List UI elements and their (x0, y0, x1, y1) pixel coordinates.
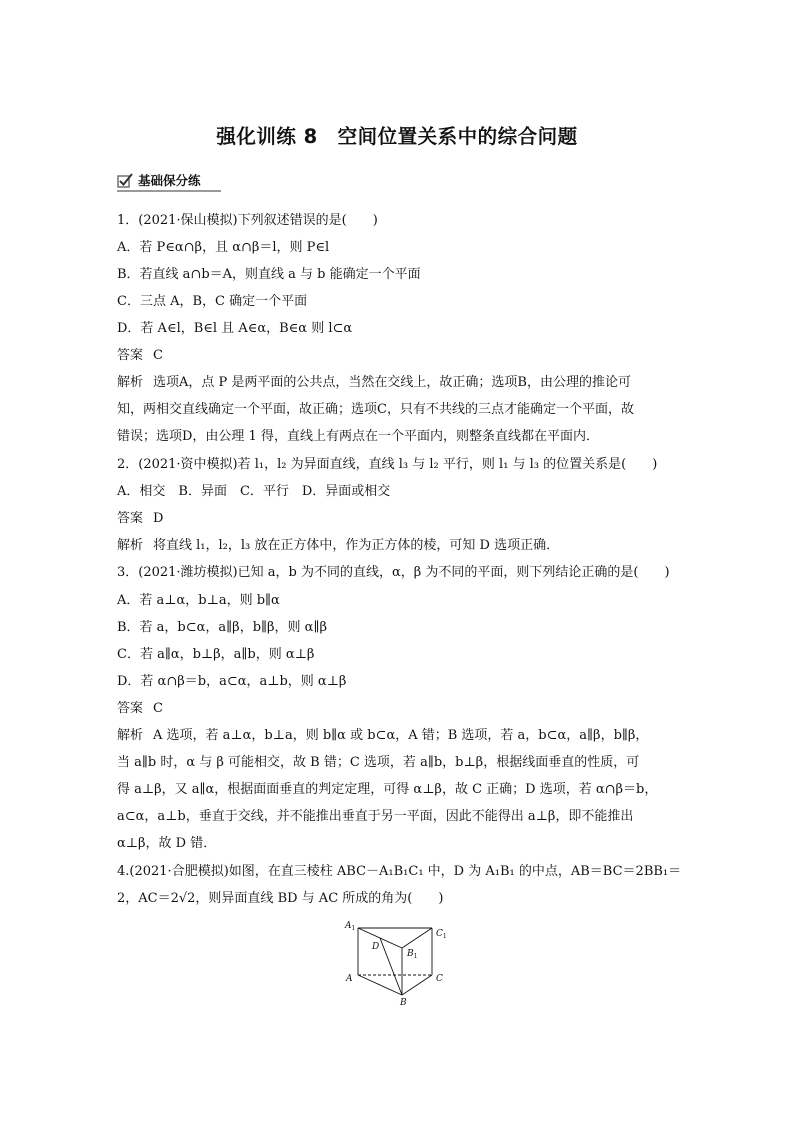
analysis-label: 解析 (117, 375, 144, 390)
q1-option-a: A．若 P∈α∩β，且 α∩β＝l，则 P∈l (117, 240, 330, 255)
checkbox-check-icon (117, 172, 133, 188)
label-d: D (372, 942, 380, 952)
q1-analysis-line-1 (117, 374, 631, 392)
q4-stem-line-2: 2，AC＝2√2，则异面直线 BD 与 AC 所成的角为( ) (117, 891, 444, 906)
answer-label: 答案 (117, 348, 144, 363)
section-label: 基础保分练 (138, 173, 201, 188)
analysis-text: A 选项，若 a⊥α，b⊥a，则 b∥α 或 b⊂α，A 错；B 选项，若 a，b⊂α，a∥β，b∥β， (153, 728, 649, 743)
q3-analysis-line-2: 当 a∥b 时，α 与 β 可能相交，故 B 错；C 选项，若 a∥b，b⊥β，根据线面垂直的性质，可 (117, 755, 640, 770)
q1-answer (117, 347, 163, 365)
label-b1-base: B (407, 949, 414, 959)
q3-analysis-line-3: 得 a⊥β，又 a∥α，根据面面垂直的判定定理，可得 α⊥β，故 C 正确；D 选项，若 α∩β＝b， (117, 782, 658, 797)
q3-option-c: C．若 a∥α，b⊥β，a∥b，则 α⊥β (117, 647, 315, 662)
label-c1-sub: 1 (442, 933, 447, 940)
label-a1-sub: 1 (351, 925, 356, 932)
section-divider (117, 190, 221, 192)
label-a: A (346, 974, 353, 984)
q3-analysis-line-5: α⊥β，故 D 错． (117, 836, 217, 851)
analysis-text: 选项A，点 P 是两平面的公共点，当然在交线上，故正确；选项B，由公理的推论可 (153, 375, 631, 390)
q3-answer (117, 700, 163, 718)
q3-analysis-line-1 (117, 727, 648, 745)
edge-cb (402, 975, 432, 995)
q3-option-d: D．若 α∩β＝b，a⊂α，a⊥b，则 α⊥β (117, 674, 347, 689)
q2-answer (117, 510, 163, 528)
label-b1 (406, 949, 417, 960)
label-b: B (400, 998, 407, 1006)
answer-value: C (153, 348, 163, 363)
analysis-label: 解析 (117, 538, 144, 553)
label-a1 (344, 921, 355, 932)
q2-options: A．相交 B．异面 C．平行 D．异面或相交 (117, 484, 391, 499)
answer-label: 答案 (117, 701, 144, 716)
q1-analysis-line-2: 知，两相交直线确定一个平面，故正确；选项C，只有不共线的三点才能确定一个平面，故 (117, 402, 634, 417)
answer-value: D (153, 511, 164, 526)
edge-c1b1 (402, 928, 432, 948)
section-tag (117, 171, 201, 189)
prism-figure (336, 914, 456, 1006)
label-c: C (436, 974, 443, 984)
q1-option-b: B．若直线 a∩b＝A，则直线 a 与 b 能确定一个平面 (117, 267, 421, 282)
page-title: 强化训练 8 空间位置关系中的综合问题 (216, 125, 578, 148)
q4-stem-line-1: 4.(2021·合肥模拟)如图，在直三棱柱 ABC－A₁B₁C₁ 中，D 为 A₁B₁ 的中点，AB＝BC＝2BB₁＝ (117, 864, 682, 879)
q3-option-b: B．若 a，b⊂α，a∥β，b∥β，则 α∥β (117, 620, 327, 635)
q3-option-a: A．若 a⊥α，b⊥a，则 b∥α (117, 593, 280, 608)
label-a1-base: A (345, 921, 352, 931)
q1-option-d: D．若 A∈l，B∈l 且 A∈α，B∈α 则 l⊂α (117, 321, 353, 336)
label-c1-base: C (436, 929, 443, 939)
analysis-label: 解析 (117, 728, 144, 743)
q3-analysis-line-4: a⊂α，a⊥b，垂直于交线，并不能推出垂直于另一平面，因此不能得出 a⊥β，即不能推出 (117, 809, 634, 824)
q2-analysis (117, 537, 559, 555)
q1-option-c: C．三点 A，B，C 确定一个平面 (117, 294, 308, 309)
analysis-text: 将直线 l₁，l₂，l₃ 放在正方体中，作为正方体的棱，可知 D 选项正确． (153, 538, 560, 553)
answer-value: C (153, 701, 163, 716)
q1-stem: 1．(2021·保山模拟)下列叙述错误的是( ) (117, 213, 378, 228)
label-c1 (436, 929, 447, 940)
q1-analysis-line-3: 错误；选项D，由公理 1 得，直线上有两点在一个平面内，则整条直线都在平面内． (117, 429, 599, 444)
q3-stem: 3．(2021·潍坊模拟)已知 a，b 为不同的直线，α，β 为不同的平面，则下列结论正确的是( ) (117, 565, 670, 580)
answer-label: 答案 (117, 511, 144, 526)
q2-stem: 2．(2021·资中模拟)若 l₁，l₂ 为异面直线，直线 l₃ 与 l₂ 平行，则 l₁ 与 l₃ 的位置关系是( ) (117, 457, 658, 472)
label-b1-sub: 1 (413, 953, 418, 960)
